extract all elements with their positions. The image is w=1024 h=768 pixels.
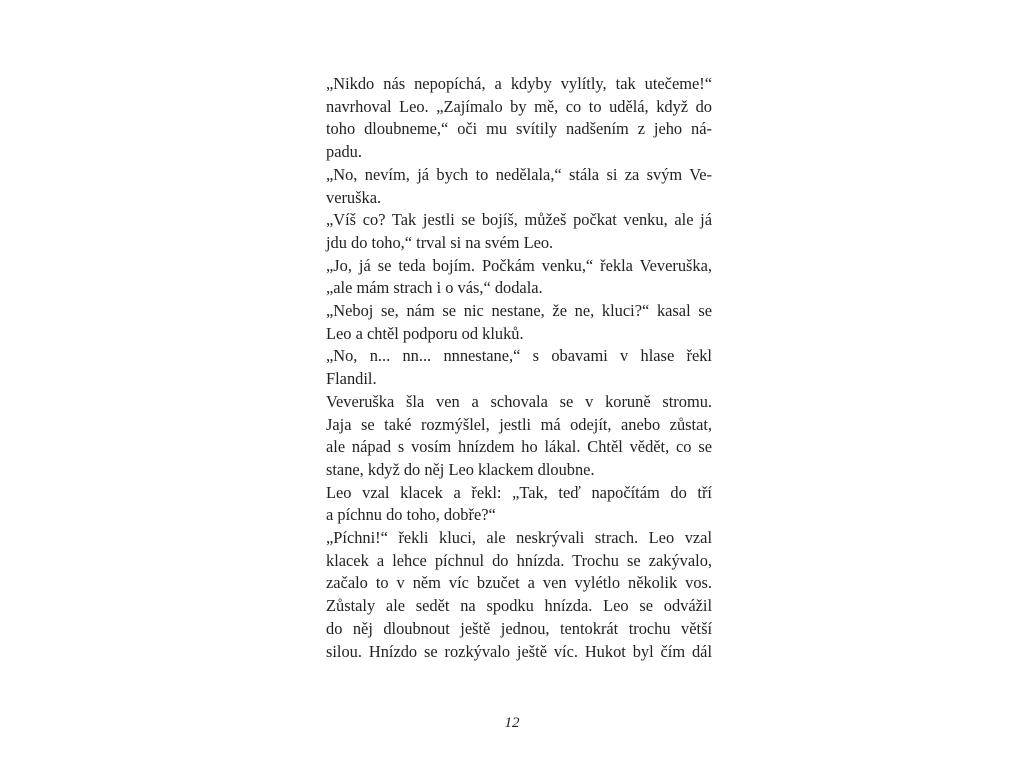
text-line: a píchnu do toho, dobře?“ bbox=[326, 505, 496, 525]
text-line: začalo to v něm víc bzučet a ven vylétlo několik vos. bbox=[326, 573, 712, 593]
text-line: padu. bbox=[326, 142, 362, 162]
paragraph bbox=[312, 527, 712, 663]
text-line: Veveruška šla ven a schovala se v koruně stromu. bbox=[326, 391, 712, 411]
paragraph bbox=[312, 391, 712, 482]
text-line: „Jo, já se teda bojím. Počkám venku,“ řekla Veveruška, bbox=[326, 255, 712, 275]
text-line: toho dloubneme,“ oči mu svítily nadšením z jeho ná- bbox=[326, 119, 712, 139]
text-line: Leo vzal klacek a řekl: „Tak, teď napočítám do tří bbox=[326, 482, 712, 502]
text-line: Leo a chtěl podporu od kluků. bbox=[326, 323, 524, 343]
text-line: navrhoval Leo. „Zajímalo by mě, co to udělá, když do bbox=[326, 96, 712, 116]
paragraph bbox=[312, 255, 712, 300]
text-line: klacek a lehce píchnul do hnízda. Trochu se zakývalo, bbox=[326, 550, 712, 570]
text-line: do něj dloubnout ještě jednou, tentokrát trochu větší bbox=[326, 618, 712, 638]
paragraph bbox=[312, 482, 712, 527]
text-line: Jaja se také rozmýšlel, jestli má odejít, anebo zůstat, bbox=[326, 414, 712, 434]
paragraph bbox=[312, 73, 712, 164]
text-line: „Píchni!“ řekli kluci, ale neskrývali strach. Leo vzal bbox=[326, 528, 712, 548]
page-number: 12 bbox=[504, 715, 520, 731]
text-line: „No, n... nn... nnnestane,“ s obavami v hlase řekl bbox=[326, 346, 712, 366]
text-line: jdu do toho,“ trval si na svém Leo. bbox=[326, 232, 554, 252]
text-line: Flandil. bbox=[326, 369, 377, 389]
paragraph bbox=[312, 164, 712, 209]
text-line: ale nápad s vosím hnízdem ho lákal. Chtěl vědět, co se bbox=[326, 437, 712, 457]
text-line: „No, nevím, já bych to nedělala,“ stála si za svým Ve- bbox=[326, 164, 712, 184]
text-line: silou. Hnízdo se rozkývalo ještě víc. Hukot byl čím dál bbox=[326, 641, 712, 661]
text-line: „ale mám strach i o vás,“ dodala. bbox=[326, 278, 543, 298]
paragraph bbox=[312, 300, 712, 345]
text-line: „Nikdo nás nepopíchá, a kdyby vylítly, tak utečeme!“ bbox=[326, 74, 712, 93]
text-line: Zůstaly ale sedět na spodku hnízda. Leo se odvážil bbox=[326, 596, 712, 616]
paragraph bbox=[312, 209, 712, 254]
text-line: veruška. bbox=[326, 187, 382, 207]
text-line: stane, když do něj Leo klackem dloubne. bbox=[326, 459, 595, 479]
text-line: „Neboj se, nám se nic nestane, že ne, kluci?“ kasal se bbox=[326, 301, 712, 321]
text-line: „Víš co? Tak jestli se bojíš, můžeš počkat venku, ale já bbox=[326, 210, 712, 230]
paragraph bbox=[312, 345, 712, 390]
body-text bbox=[312, 73, 712, 663]
